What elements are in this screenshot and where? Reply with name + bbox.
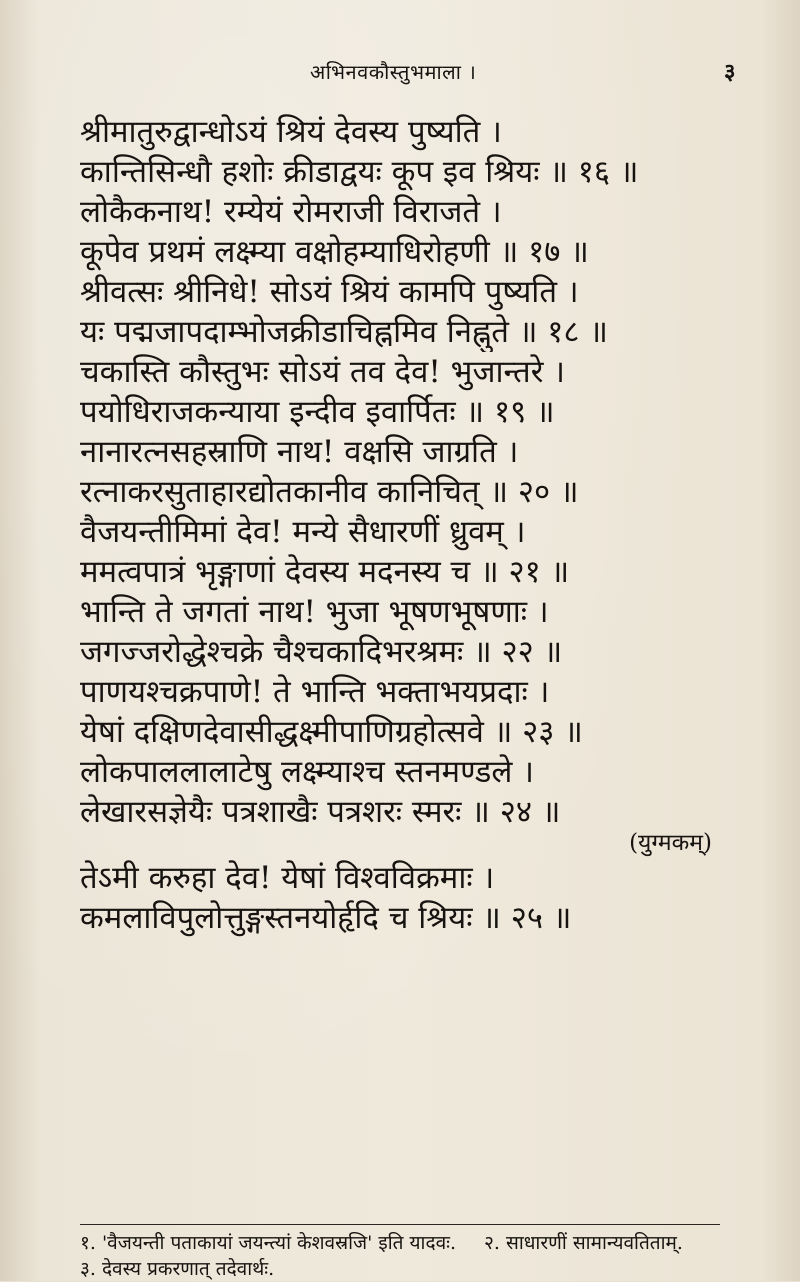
footnotes — [80, 1230, 720, 1282]
verse-21-line-2: ममत्वपात्रं भृङ्गाणां देवस्य मदनस्य च ॥ २१ ॥ — [80, 554, 570, 590]
verse-18-line-1: श्रीवत्सः श्रीनिधे! सोऽयं श्रियं कामपि पुष्यति । — [80, 274, 579, 310]
verse-24-line-2: लेखारसज्ञेयैः पत्रशाखैः पत्रशरः स्मरः ॥ २४ ॥ — [80, 794, 561, 830]
verse-19-line-2: पयोधिराजकन्याया इन्दीव इवार्पितः ॥ १९ ॥ — [80, 394, 555, 430]
verse-25-line-1: तेऽमी करुहा देव! येषां विश्वविक्रमाः । — [80, 860, 495, 896]
verse-21-line-1: वैजयन्तीमिमां देव! मन्ये सैधारणीं ध्रुवम् । — [80, 514, 526, 550]
meter-note: (युग्मकम्) — [629, 830, 712, 856]
verse-16-line-2: कान्तिसिन्धौ हशोः क्रीडाद्वयः कूप इव श्रियः ॥ १६ ॥ — [80, 154, 639, 190]
running-title: अभिनवकौस्तुभमाला । — [310, 60, 477, 84]
verse-16-line-1: श्रीमातुरुद्वान्धोऽयं श्रियं देवस्य पुष्यति । — [80, 114, 502, 150]
verse-20-line-2: रत्नाकरसुताहारद्योतकानीव कानिचित् ॥ २० ॥ — [80, 474, 579, 510]
running-header — [0, 58, 800, 88]
page-number: ३ — [724, 59, 736, 85]
footnote-3: ३. देवस्य प्रकरणात् तदेवार्थः. — [80, 1258, 275, 1280]
verse-22-line-1: भान्ति ते जगतां नाथ! भुजा भूषणभूषणाः । — [80, 594, 549, 630]
footnote-2: २. साधारणीं सामान्यवतिताम्. — [484, 1232, 683, 1254]
footnote-1: १. 'वैजयन्ती पताकायां जयन्त्यां केशवस्रजि' इति यादवः. — [80, 1232, 457, 1254]
verse-23-line-2: येषां दक्षिणदेवासीद्धक्ष्मीपाणिग्रहोत्सवे ॥ २३ ॥ — [80, 714, 583, 750]
verse-block — [80, 112, 720, 938]
verse-18-line-2: यः पद्मजापदाम्भोजक्रीडाचिह्नमिव निह्नुते ॥ १८ ॥ — [80, 314, 608, 350]
footnote-divider — [80, 1224, 720, 1225]
verse-20-line-1: नानारत्नसहस्राणि नाथ! वक्षसि जाग्रति । — [80, 434, 519, 470]
footnote-row-2 — [80, 1256, 720, 1282]
verse-17-line-2: कूपेव प्रथमं लक्ष्म्या वक्षोहम्याधिरोहणी ॥ १७ ॥ — [80, 234, 589, 270]
verse-25-line-2: कमलाविपुलोत्तुङ्गस्तनयोर्हृदि च श्रियः ॥ २५ ॥ — [80, 900, 572, 936]
footnote-row-1 — [80, 1230, 720, 1256]
verse-23-line-1: पाणयश्चक्रपाणे! ते भान्ति भक्ताभयप्रदाः । — [80, 674, 550, 710]
verse-17-line-1: लोकैकनाथ! रम्येयं रोमराजी विराजते । — [80, 194, 502, 230]
verse-24-line-1: लोकपाललालाटेषु लक्ष्म्याश्च स्तनमण्डले । — [80, 754, 535, 790]
verse-19-line-1: चकास्ति कौस्तुभः सोऽयं तव देव! भुजान्तरे । — [80, 354, 565, 390]
verse-22-line-2: जगज्जरोद्धेश्चक्रे चैश्चकादिभरश्रमः ॥ २२ ॥ — [80, 634, 563, 670]
